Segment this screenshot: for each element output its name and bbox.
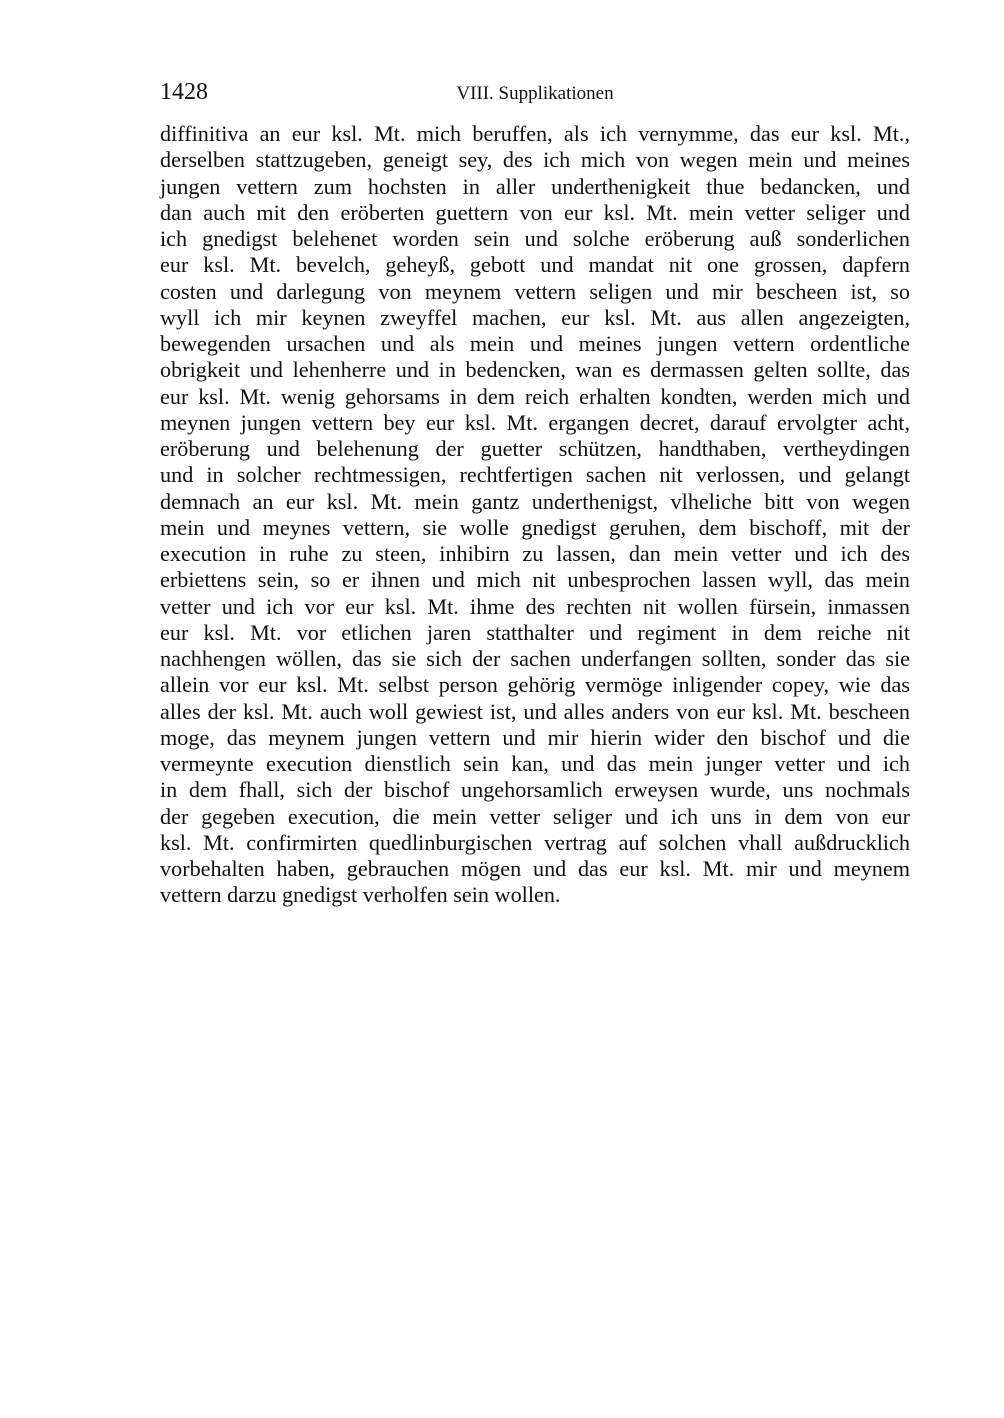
running-head: VIII. Supplikationen [456, 83, 614, 104]
page-header [160, 78, 910, 108]
text-line: meynen jungen vettern bey eur ksl. Mt. ergangen decret, darauf ervolgter acht, [160, 409, 910, 435]
text-line: eröberung und belehenung der guetter schützen, handthaben, vertheydingen [160, 436, 910, 461]
text-line: execution in ruhe zu steen, inhibirn zu lassen, dan mein vetter und ich des [160, 541, 910, 566]
text-line: vermeynte execution dienstlich sein kan, und das mein junger vetter und ich [160, 751, 910, 776]
text-line: ich gnedigst belehenet worden sein und solche eröberung auß sonderlichen [160, 226, 910, 251]
text-line: diffinitiva an eur ksl. Mt. mich beruffen, als ich vernymme, das eur ksl. Mt., [160, 121, 910, 146]
text-line: vettern darzu gnedigst verholfen sein wollen. [160, 882, 561, 908]
text-line: eur ksl. Mt. bevelch, geheyß, gebott und mandat nit one grossen, dapfern [160, 252, 910, 278]
text-line: bewegenden ursachen und als mein und meines jungen vettern ordentliche [160, 331, 910, 356]
text-line: dan auch mit den eröberten guettern von eur ksl. Mt. mein vetter seliger und [160, 199, 910, 225]
text-line: alles der ksl. Mt. auch woll gewiest ist, und alles anders von eur ksl. Mt. bescheen [160, 698, 910, 724]
text-line: obrigkeit und lehenherre und in bedencken, wan es dermassen gelten sollte, das [160, 357, 910, 383]
text-line: wyll ich mir keynen zweyffel machen, eur ksl. Mt. aus allen angezeigten, [160, 304, 910, 330]
text-line: vorbehalten haben, gebrauchen mögen und das eur ksl. Mt. mir und meynem [160, 856, 910, 881]
text-line: nachhengen wöllen, das sie sich der sachen underfangen sollten, sonder das sie [160, 646, 910, 671]
text-line: vetter und ich vor eur ksl. Mt. ihme des rechten nit wollen fürsein, inmassen [160, 593, 910, 619]
text-line: der gegeben execution, die mein vetter seliger und ich uns in dem von eur [160, 803, 910, 829]
text-line: derselben stattzugeben, geneigt sey, des ich mich von wegen mein und meines [160, 147, 910, 173]
text-line: mein und meynes vettern, sie wolle gnedigst geruhen, dem bischoff, mit der [160, 514, 910, 540]
page-number: 1428 [160, 79, 208, 105]
text-line: in dem fhall, sich der bischof ungehorsamlich erweysen wurde, uns nochmals [160, 777, 910, 803]
text-line: moge, das meynem jungen vettern und mir hierin wider den bischof und die [160, 724, 910, 750]
text-line: demnach an eur ksl. Mt. mein gantz underthenigst, vlheliche bitt von wegen [160, 488, 910, 514]
text-line: und in solcher rechtmessigen, rechtfertigen sachen nit verlossen, und gelangt [160, 462, 910, 488]
text-line: ksl. Mt. confirmirten quedlinburgischen vertrag auf solchen vhall außdrucklich [160, 829, 910, 855]
text-line: eur ksl. Mt. vor etlichen jaren statthalter und regiment in dem reiche nit [160, 619, 910, 645]
body-text [160, 121, 910, 909]
text-line: erbiettens sein, so er ihnen und mich nit unbesprochen lassen wyll, das mein [160, 567, 910, 593]
text-line: allein vor eur ksl. Mt. selbst person gehörig vermöge inligender copey, wie das [160, 672, 910, 698]
text-line: jungen vettern zum hochsten in aller underthenigkeit thue bedancken, und [160, 173, 910, 199]
text-line: costen und darlegung von meynem vettern seligen und mir bescheen ist, so [160, 278, 910, 304]
text-line: eur ksl. Mt. wenig gehorsams in dem reich erhalten kondten, werden mich und [160, 383, 910, 409]
